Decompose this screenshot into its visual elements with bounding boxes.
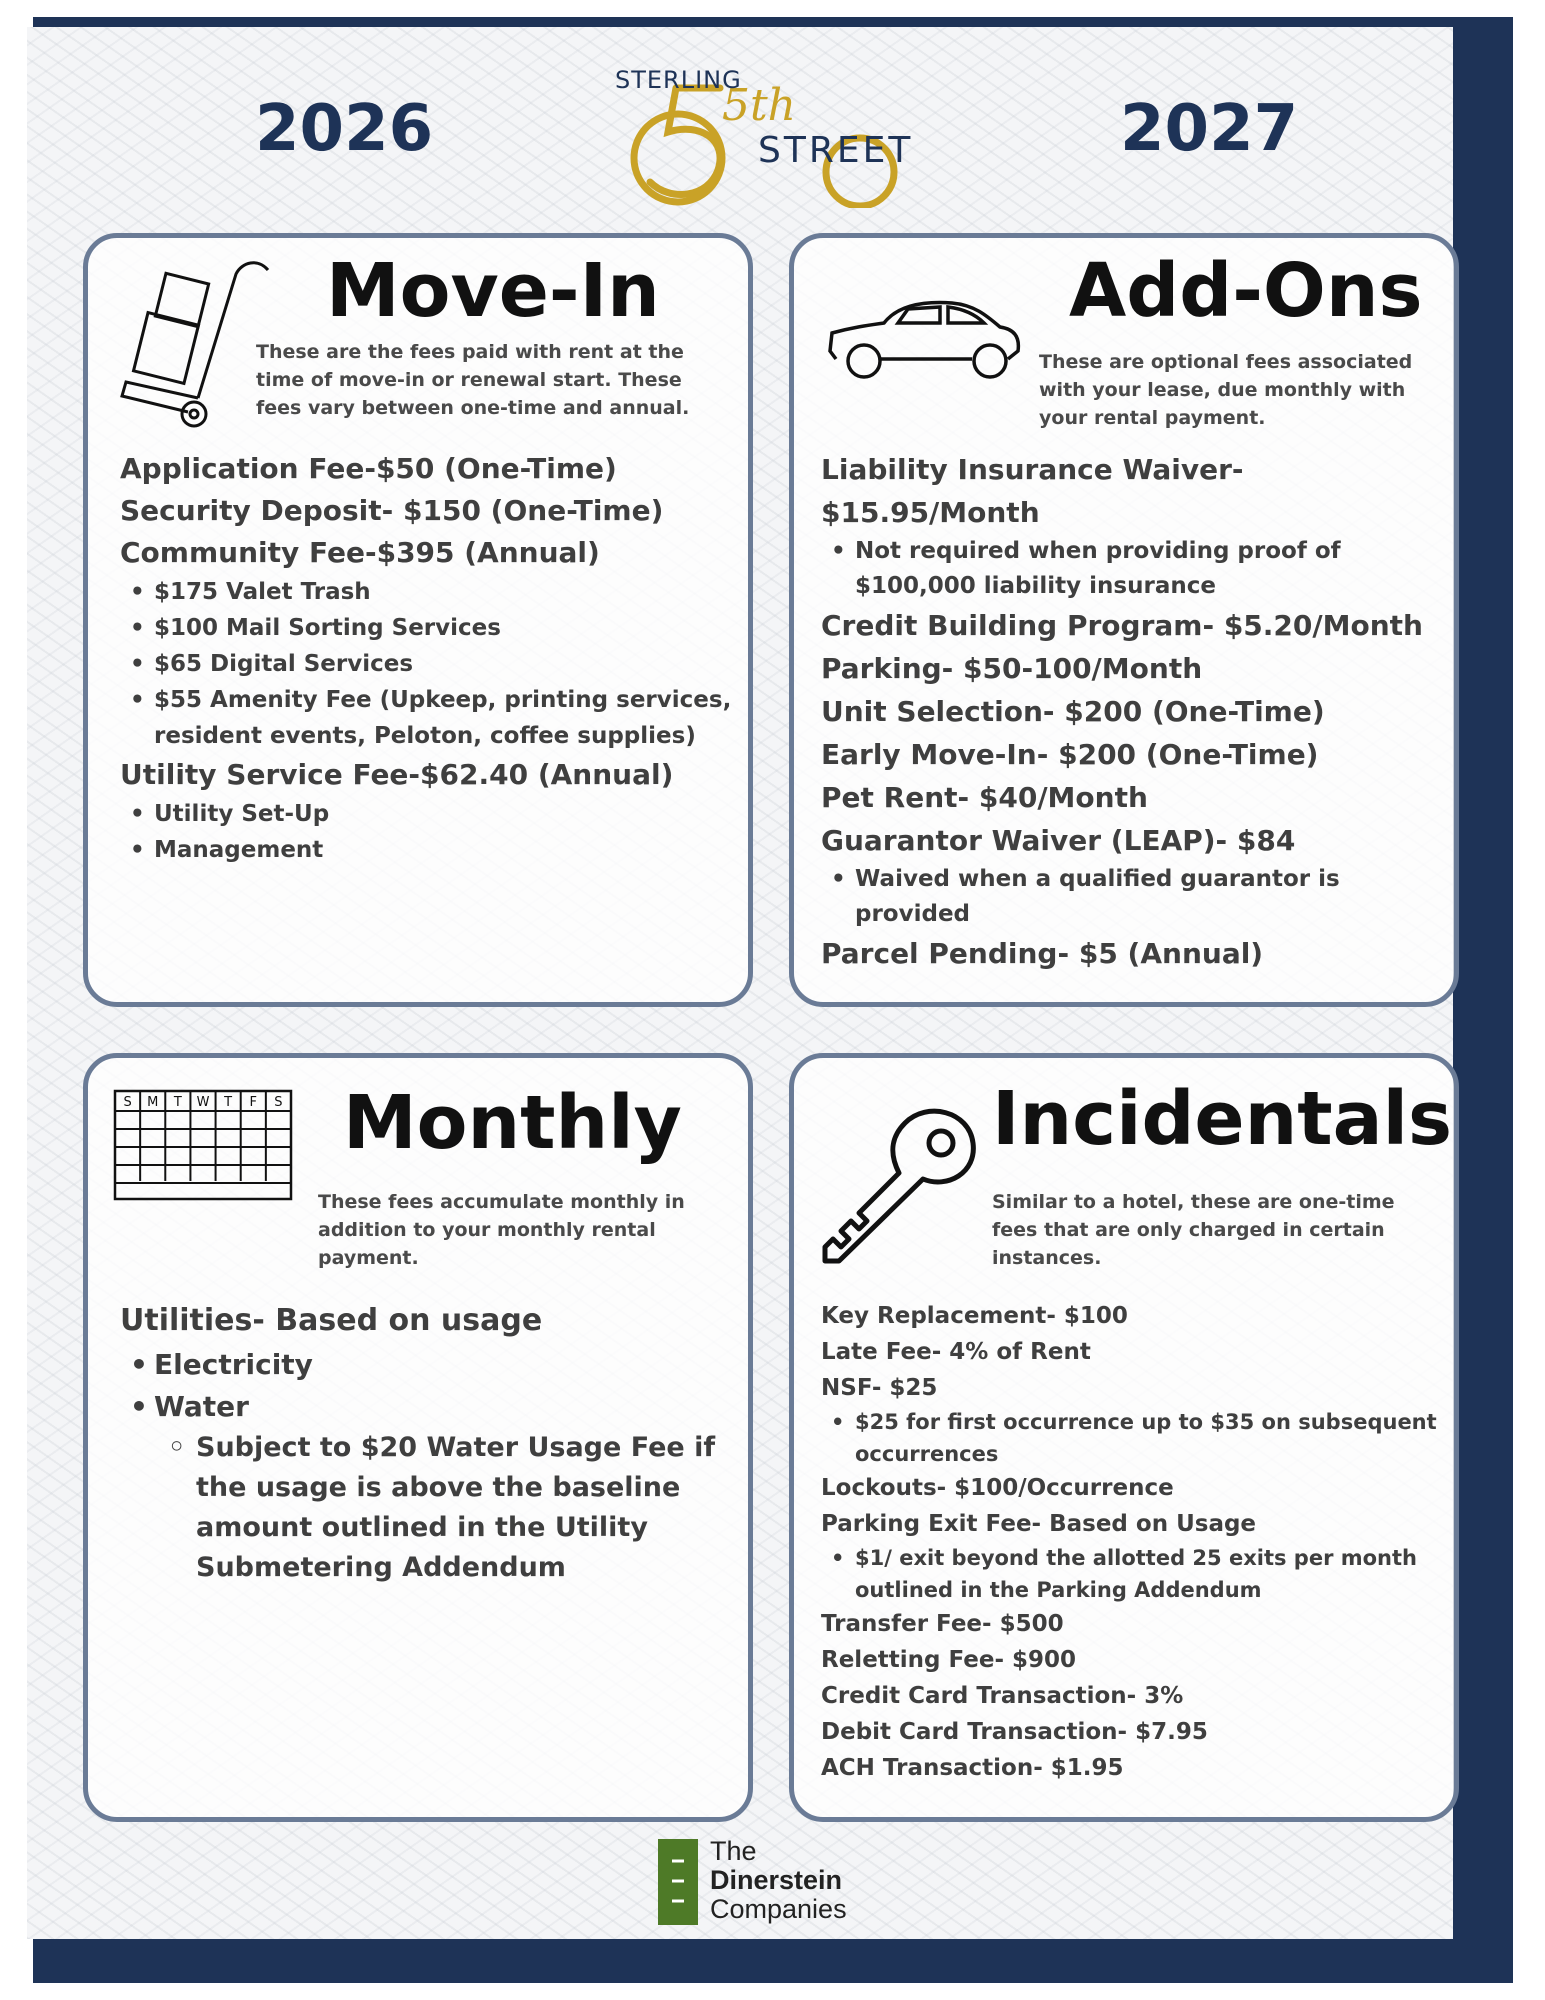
logo-fifth-text: 5th <box>722 80 797 131</box>
monthly-panel <box>83 1053 753 1822</box>
incidentals-fee-list <box>821 1298 1441 1786</box>
calendar-grid <box>113 1089 293 1201</box>
fee-sub-bullet: ◦ Subject to $20 Water Usage Fee if the usage is above the baseline amount outlined in the Utility Submetering Addendum <box>120 1428 720 1588</box>
calendar-day-label: T <box>224 1095 233 1110</box>
fee-item: Liability Insurance Waiver- $15.95/Month <box>821 453 1244 529</box>
fee-item: Utilities- Based on usage <box>120 1303 543 1338</box>
fee-item: Transfer Fee- $500 <box>821 1611 1064 1637</box>
dinerstein-line-2: Dinerstein <box>710 1865 843 1895</box>
fee-bullet: • $100 Mail Sorting Services <box>120 610 740 646</box>
incidentals-description: Similar to a hotel, these are one-time fees that are only charged in certain instances. <box>992 1191 1395 1269</box>
fee-bullet: • Management <box>120 832 740 868</box>
movein-panel <box>83 233 753 1007</box>
movein-title: Move-In <box>326 248 660 334</box>
car-icon <box>824 293 1024 383</box>
fee-item: ACH Transaction- $1.95 <box>821 1755 1124 1781</box>
calendar-day-label: S <box>123 1095 132 1110</box>
fee-bullet: • $55 Amenity Fee (Upkeep, printing services, resident events, Peloton, coffee supplies) <box>120 682 740 754</box>
monthly-fee-list <box>120 1298 720 1588</box>
fee-item: Parking- $50-100/Month <box>821 652 1203 685</box>
logo-sterling-text: STERLING <box>615 66 742 94</box>
fee-item: Guarantor Waiver (LEAP)- $84 <box>821 824 1296 857</box>
movein-fee-list <box>120 448 740 868</box>
calendar-day-label: M <box>147 1095 159 1110</box>
fee-bullet: • Waived when a qualified guarantor is provided <box>821 862 1441 932</box>
fee-item: Parking Exit Fee- Based on Usage <box>821 1511 1257 1537</box>
fee-item: Unit Selection- $200 (One-Time) <box>821 695 1325 728</box>
fee-bullet: • $25 for first occurrence up to $35 on subsequent occurrences <box>821 1406 1441 1470</box>
fee-item: Utility Service Fee-$62.40 (Annual) <box>120 758 674 791</box>
hand-truck-icon <box>118 248 278 428</box>
addons-title: Add-Ons <box>1069 248 1423 334</box>
addons-panel <box>789 233 1459 1007</box>
fee-item: Community Fee-$395 (Annual) <box>120 536 600 569</box>
calendar-day-label: T <box>173 1095 182 1110</box>
fee-bullet: • $175 Valet Trash <box>120 574 740 610</box>
monthly-title: Monthly <box>343 1080 682 1166</box>
fee-item: Key Replacement- $100 <box>821 1303 1128 1329</box>
logo-street-text: STREET <box>758 130 914 171</box>
dinerstein-line-3: Companies <box>710 1894 847 1924</box>
incidentals-panel <box>789 1053 1459 1822</box>
fee-item: Credit Building Program- $5.20/Month <box>821 609 1423 642</box>
fee-item: Application Fee-$50 (One-Time) <box>120 452 617 485</box>
calendar-icon <box>113 1089 293 1205</box>
sterling-5th-street-logo <box>610 58 930 208</box>
key-icon <box>819 1103 979 1273</box>
dinerstein-logo-mark <box>658 1839 698 1925</box>
fee-item: Security Deposit- $150 (One-Time) <box>120 494 664 527</box>
fee-item: Pet Rent- $40/Month <box>821 781 1148 814</box>
movein-description: These are the fees paid with rent at the time of move-in or renewal start. These fees vary between one-time and annual. <box>256 341 690 419</box>
dinerstein-text <box>710 1837 847 1924</box>
fee-bullet: • Water <box>120 1386 720 1428</box>
year-left: 2026 <box>255 92 434 166</box>
year-right: 2027 <box>1120 92 1299 166</box>
fee-bullet: • $1/ exit beyond the allotted 25 exits per month outlined in the Parking Addendum <box>821 1542 1441 1606</box>
dinerstein-line-1: The <box>710 1836 757 1866</box>
fee-item: Lockouts- $100/Occurrence <box>821 1475 1174 1501</box>
fee-item: Debit Card Transaction- $7.95 <box>821 1719 1208 1745</box>
calendar-day-label: S <box>274 1095 283 1110</box>
fee-item: Late Fee- 4% of Rent <box>821 1339 1091 1365</box>
incidentals-title: Incidentals <box>992 1076 1453 1162</box>
fee-item: Credit Card Transaction- 3% <box>821 1683 1184 1709</box>
fee-bullet: • Not required when providing proof of $100,000 liability insurance <box>821 534 1441 604</box>
fee-item: Reletting Fee- $900 <box>821 1647 1077 1673</box>
calendar-day-label: W <box>196 1095 210 1110</box>
addons-description: These are optional fees associated with your lease, due monthly with your rental payment. <box>1039 351 1413 429</box>
monthly-description: These fees accumulate monthly in addition to your monthly rental payment. <box>318 1191 685 1269</box>
fee-item: NSF- $25 <box>821 1375 938 1401</box>
fee-item: Early Move-In- $200 (One-Time) <box>821 738 1319 771</box>
fee-bullet: • Utility Set-Up <box>120 796 740 832</box>
fee-item: Parcel Pending- $5 (Annual) <box>821 937 1264 970</box>
calendar-day-label: F <box>249 1095 258 1110</box>
fee-bullet: • $65 Digital Services <box>120 646 740 682</box>
dinerstein-logo <box>658 1837 888 1927</box>
addons-fee-list <box>821 448 1441 975</box>
fee-bullet: • Electricity <box>120 1344 720 1386</box>
